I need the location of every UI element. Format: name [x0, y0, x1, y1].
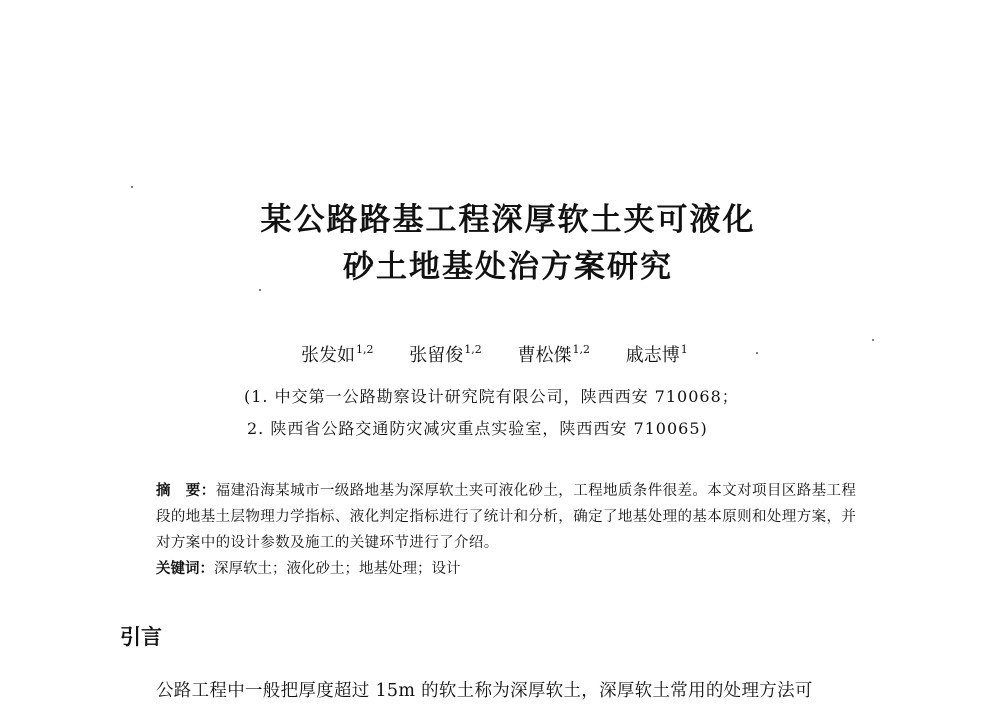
abstract-label: 摘 要： — [156, 483, 216, 499]
paper-title-line-2: 砂土地基处治方案研究 — [343, 249, 673, 285]
paper-title-line-1: 某公路路基工程深厚软土夹可液化 — [260, 202, 756, 238]
keywords-text: 深厚软土；液化砂土；地基处理；设计 — [214, 561, 461, 577]
author-affiliation-mark: 1,2 — [356, 343, 374, 356]
affiliation-line-2: 2. 陕西省公路交通防灾减灾重点实验室，陕西西安 710065) — [247, 419, 708, 438]
body-paragraph: 公路工程中一般把厚度超过 15m 的软土称为深厚软土，深厚软土常用的处理方法可 — [156, 681, 813, 701]
scan-speck — [259, 289, 261, 291]
author-name: 戚志博 — [625, 345, 680, 366]
keywords — [156, 556, 461, 582]
author — [517, 337, 590, 369]
section-heading-introduction: 引言 — [120, 625, 162, 649]
abstract — [156, 478, 871, 556]
author-affiliation-mark: 1 — [680, 343, 688, 356]
scan-speck — [131, 186, 133, 188]
keywords-label: 关键词： — [156, 561, 214, 577]
author-name: 张留俊 — [409, 345, 464, 366]
author — [301, 337, 374, 369]
author-name: 曹松傑 — [517, 345, 572, 366]
author-affiliation-mark: 1,2 — [572, 343, 590, 356]
author — [626, 337, 688, 369]
author-list — [301, 337, 688, 369]
author — [409, 337, 482, 369]
scan-speck — [756, 352, 758, 354]
author-affiliation-mark: 1,2 — [464, 343, 482, 356]
scan-speck — [872, 339, 874, 341]
affiliation-line-1: (1. 中交第一公路勘察设计研究院有限公司，陕西西安 710068； — [244, 387, 739, 406]
abstract-text: 福建沿海某城市一级路地基为深厚软土夹可液化砂土，工程地质条件很差。本文对项目区路基工程段的地基土层物理力学指标、液化判定指标进行了统计和分析，确定了地基处理的基本原则和处理方案，并对方案中的设计参数及施工的关键环节进行了介绍。 — [156, 483, 857, 551]
author-name: 张发如 — [301, 345, 355, 366]
